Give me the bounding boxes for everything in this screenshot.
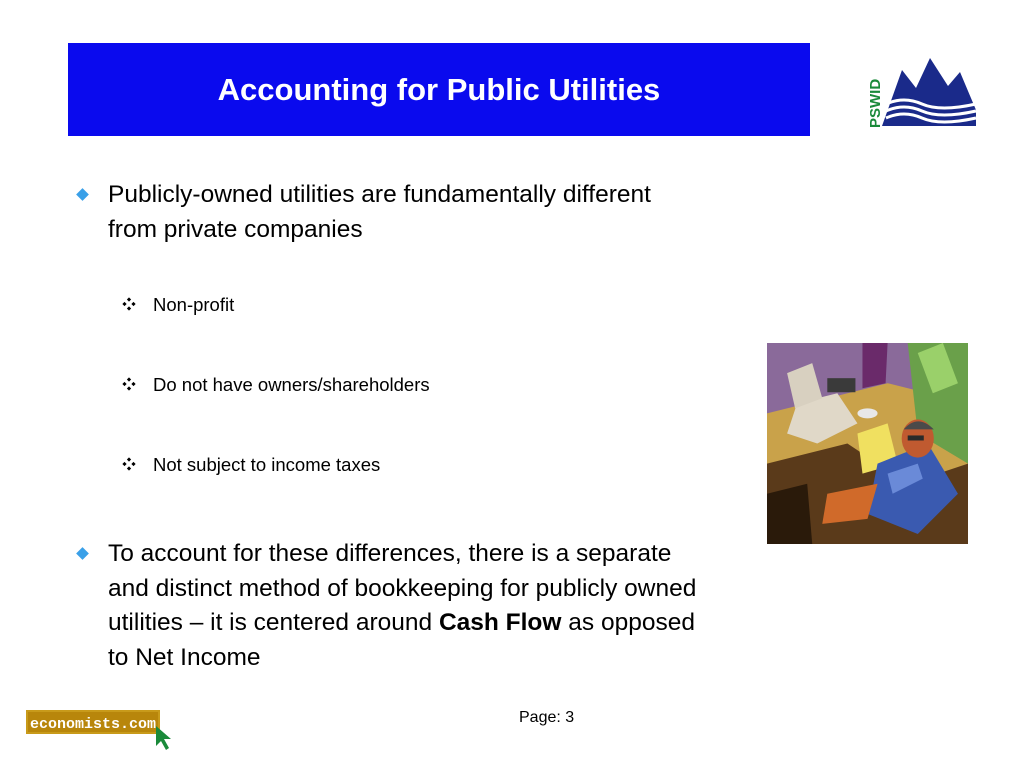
mountain-river-logo [864, 48, 980, 132]
title-bar [68, 43, 810, 136]
diamond-bullet-icon [76, 188, 89, 201]
economists-logo-text: economists.com [29, 716, 157, 733]
diamond-bullet-icon [76, 547, 89, 560]
bullet-text: Publicly-owned utilities are fundamentally different from private companies [108, 181, 651, 243]
four-diamond-bullet-icon [122, 377, 136, 391]
bullet-text-before: To account for these differences, there is a separate and distinct method of bookkeeping for publicly owned utilities – it is centered around [108, 540, 697, 636]
sub-bullet-item [122, 454, 381, 475]
sub-bullet-text: Do not have owners/shareholders [153, 374, 430, 395]
sub-bullet-text: Not subject to income taxes [153, 454, 381, 475]
logo-text: PSWID [867, 78, 884, 128]
man-at-desk-clipart [767, 343, 968, 544]
economists-logo [26, 708, 176, 752]
slide-title: Accounting for Public Utilities [217, 72, 661, 107]
page-number: Page: 3 [519, 709, 575, 726]
sub-bullet-item [122, 294, 235, 315]
sub-bullet-text: Non-profit [153, 294, 235, 315]
cursor-arrow-icon [156, 726, 171, 750]
sub-bullet-item [122, 374, 430, 395]
bullet-text-after: as opposed to Net Income [108, 609, 695, 671]
four-diamond-bullet-icon [122, 297, 136, 311]
bullet-text-bold: Cash Flow [438, 609, 562, 636]
bullet-item [74, 537, 697, 671]
four-diamond-bullet-icon [122, 457, 136, 471]
bullet-text [108, 537, 708, 675]
bullet-item [74, 178, 651, 243]
